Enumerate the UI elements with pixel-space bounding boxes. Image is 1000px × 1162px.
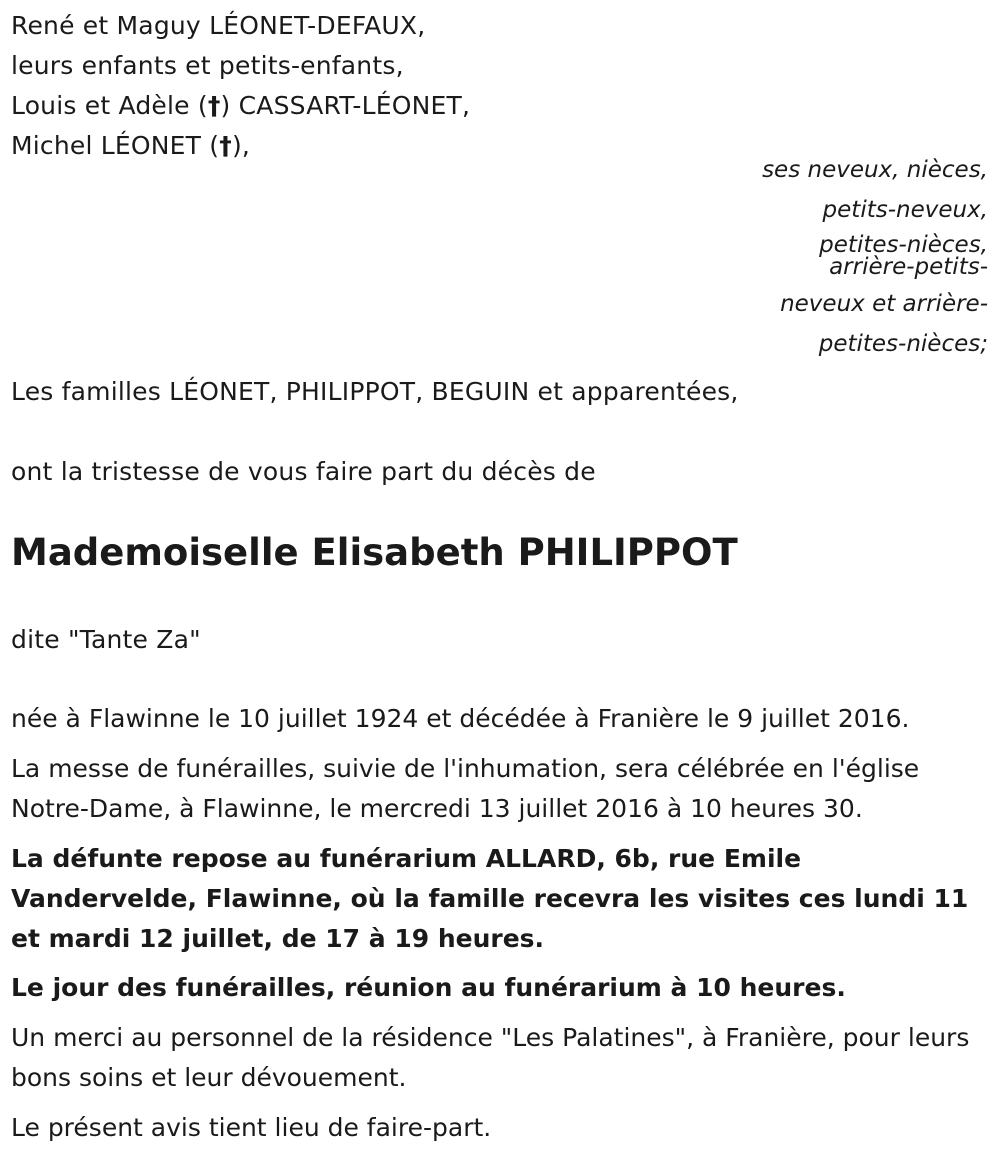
- family-line-4-end: ),: [231, 131, 251, 160]
- closing: Le présent avis tient lieu de faire-part.: [11, 1113, 492, 1142]
- meeting-info: Le jour des funérailles, réunion au funérarium à 10 heures.: [11, 973, 846, 1002]
- family-line-3: [11, 86, 470, 126]
- thanks: Un merci au personnel de la résidence "Les Palatines", à Franière, pour leurs bons soins et leur dévouement.: [11, 1023, 970, 1092]
- relatives-list: [762, 150, 988, 364]
- nickname: dite "Tante Za": [11, 625, 201, 654]
- family-line-1: René et Maguy LÉONET-DEFAUX,: [11, 11, 426, 40]
- relatives-line: petits-neveux,: [822, 197, 988, 223]
- relatives-line: ses neveux, nièces,: [762, 157, 988, 183]
- families-line: Les familles LÉONET, PHILIPPOT, BEGUIN et apparentées,: [11, 377, 739, 406]
- rest-info: La défunte repose au funérarium ALLARD, 6b, rue Emile Vandervelde, Flawinne, où la famille recevra les visites ces lundi 11 et mardi 12 juillet, de 17 à 19 heures.: [11, 844, 969, 953]
- relatives-line: petites-nièces;: [818, 331, 988, 357]
- family-line-3-end: ) CASSART-LÉONET,: [220, 91, 471, 120]
- mass-info: La messe de funérailles, suivie de l'inhumation, sera célébrée en l'église Notre-Dame, à Flawinne, le mercredi 13 juillet 2016 à 10 heures 30.: [11, 754, 920, 823]
- birth-death: née à Flawinne le 10 juillet 1924 et décédée à Franière le 9 juillet 2016.: [11, 704, 910, 733]
- cross-icon: †: [219, 131, 232, 160]
- relatives-line: arrière-petits-: [829, 254, 988, 280]
- family-line-3-start: Louis et Adèle (: [11, 91, 208, 120]
- announcement: ont la tristesse de vous faire part du décès de: [11, 457, 596, 486]
- deceased-name: Mademoiselle Elisabeth PHILIPPOT: [11, 531, 738, 574]
- cross-icon: †: [207, 91, 221, 120]
- family-line-2: leurs enfants et petits-enfants,: [11, 51, 404, 80]
- family-line-4: [11, 126, 470, 166]
- relatives-line: neveux et arrière-: [780, 291, 988, 317]
- family-line-4-start: Michel LÉONET (: [11, 131, 220, 160]
- family-list: [11, 6, 470, 166]
- relatives-line: petites-nièces,: [819, 232, 988, 258]
